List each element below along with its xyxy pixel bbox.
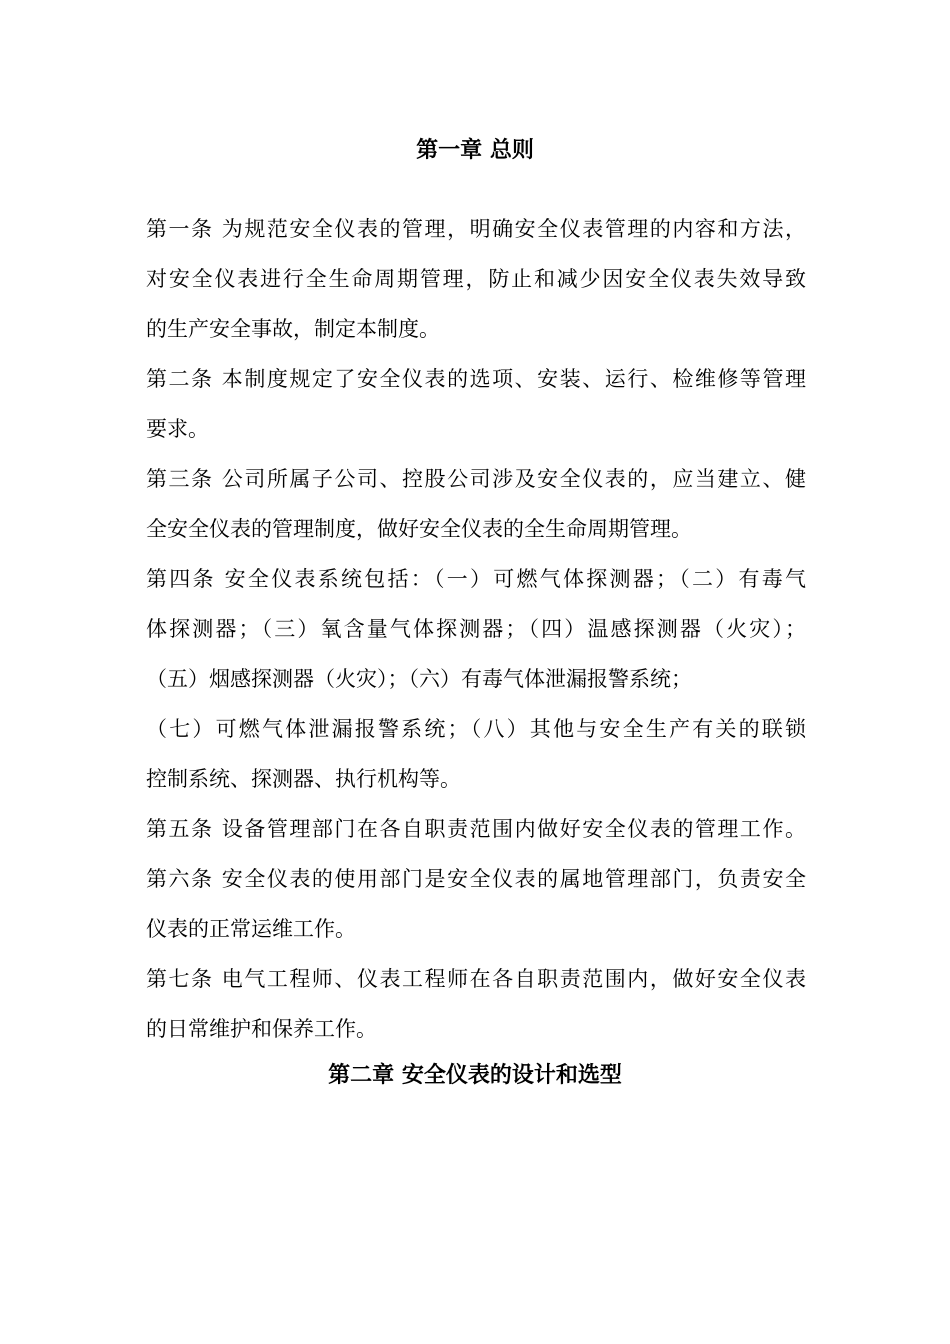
article-2-line-1: 第二条 本制度规定了安全仪表的选项、安装、运行、检维修等管理 [146,367,806,391]
article-2-line-2: 要求。 [146,417,209,441]
article-3-line-1: 第三条 公司所属子公司、控股公司涉及安全仪表的，应当建立、健 [146,467,806,491]
article-5-line-1: 第五条 设备管理部门在各自职责范围内做好安全仪表的管理工作。 [146,817,806,841]
article-4-line-5: 控制系统、探测器、执行机构等。 [146,767,461,791]
article-6-line-2: 仪表的正常运维工作。 [146,917,356,941]
article-3-line-2: 全安全仪表的管理制度，做好安全仪表的全生命周期管理。 [146,517,692,541]
article-4-line-4: （七）可燃气体泄漏报警系统；（八）其他与安全生产有关的联锁 [146,717,806,741]
article-1-line-3: 的生产安全事故，制定本制度。 [146,317,440,341]
chapter-1-title: 第一章 总则 [416,138,534,163]
article-1-line-2: 对安全仪表进行全生命周期管理，防止和减少因安全仪表失效导致 [146,267,806,291]
article-7-line-2: 的日常维护和保养工作。 [146,1017,377,1041]
article-6-line-1: 第六条 安全仪表的使用部门是安全仪表的属地管理部门，负责安全 [146,867,806,891]
article-7-line-1: 第七条 电气工程师、仪表工程师在各自职责范围内，做好安全仪表 [146,967,806,991]
article-4-line-2: 体探测器；（三）氧含量气体探测器；（四）温感探测器（火灾）； [146,617,806,641]
article-4-line-1: 第四条 安全仪表系统包括：（一）可燃气体探测器；（二）有毒气 [146,567,806,591]
article-1-line-1: 第一条 为规范安全仪表的管理，明确安全仪表管理的内容和方法， [146,217,806,241]
chapter-2-title: 第二章 安全仪表的设计和选型 [328,1063,622,1088]
article-4-line-3: （五）烟感探测器（火灾）；（六）有毒气体泄漏报警系统； [146,667,692,691]
